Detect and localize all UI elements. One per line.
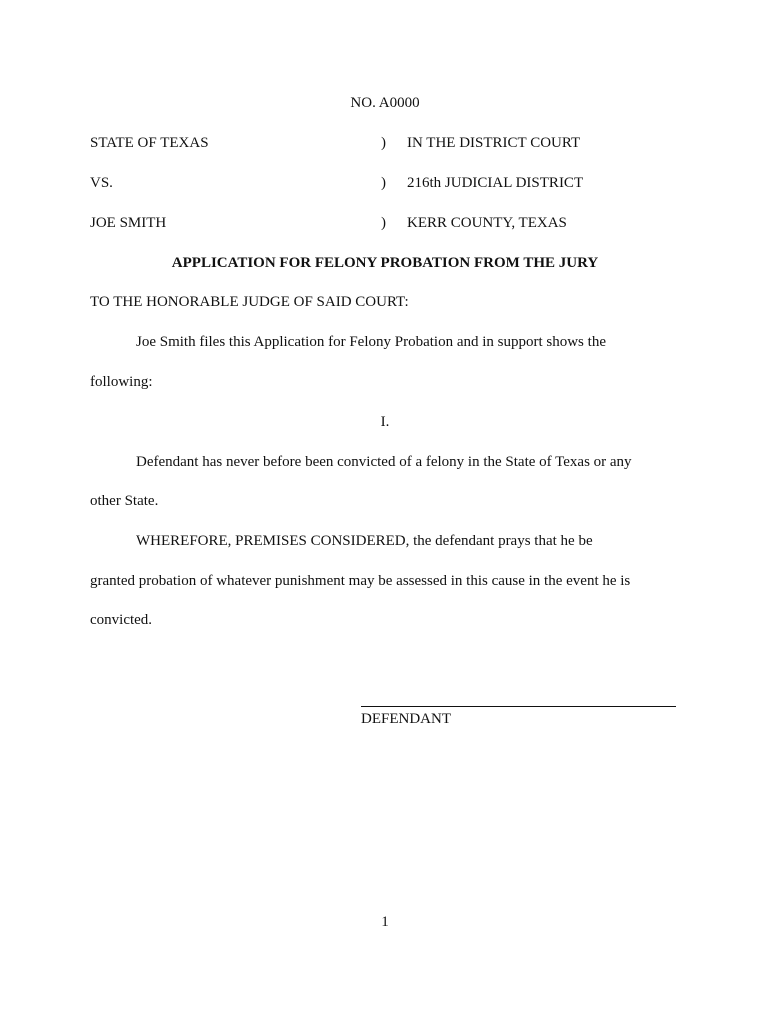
document-title: APPLICATION FOR FELONY PROBATION FROM THE JURY <box>171 255 599 271</box>
caption-paren: ) <box>381 175 386 191</box>
caption-paren: ) <box>381 135 386 151</box>
salutation: TO THE HONORABLE JUDGE OF SAID COURT: <box>90 294 409 310</box>
prayer-line-3: convicted. <box>90 612 153 628</box>
caption-county: KERR COUNTY, TEXAS <box>407 215 567 231</box>
signature-label: DEFENDANT <box>361 711 451 727</box>
caption-party-state: STATE OF TEXAS <box>90 135 209 151</box>
intro-line-2: following: <box>90 374 153 390</box>
caption-party-defendant: JOE SMITH <box>90 215 167 231</box>
prayer-line-2: granted probation of whatever punishment may be assessed in this cause in the event he is <box>90 573 631 589</box>
section-text-line-1: Defendant has never before been convicted of a felony in the State of Texas or any <box>136 454 632 470</box>
section-text-line-2: other State. <box>90 493 159 509</box>
caption-court: IN THE DISTRICT COURT <box>407 135 581 151</box>
caption-district: 216th JUDICIAL DISTRICT <box>407 175 584 191</box>
page-number: 1 <box>381 914 389 930</box>
caption-versus: VS. <box>90 175 113 191</box>
intro-line-1: Joe Smith files this Application for Felony Probation and in support shows the <box>136 334 606 350</box>
prayer-line-1: WHEREFORE, PREMISES CONSIDERED, the defendant prays that he be <box>136 533 593 549</box>
section-numeral: I. <box>380 414 390 430</box>
signature-line <box>361 706 676 707</box>
cause-number: NO. A0000 <box>350 95 420 111</box>
caption-paren: ) <box>381 215 386 231</box>
